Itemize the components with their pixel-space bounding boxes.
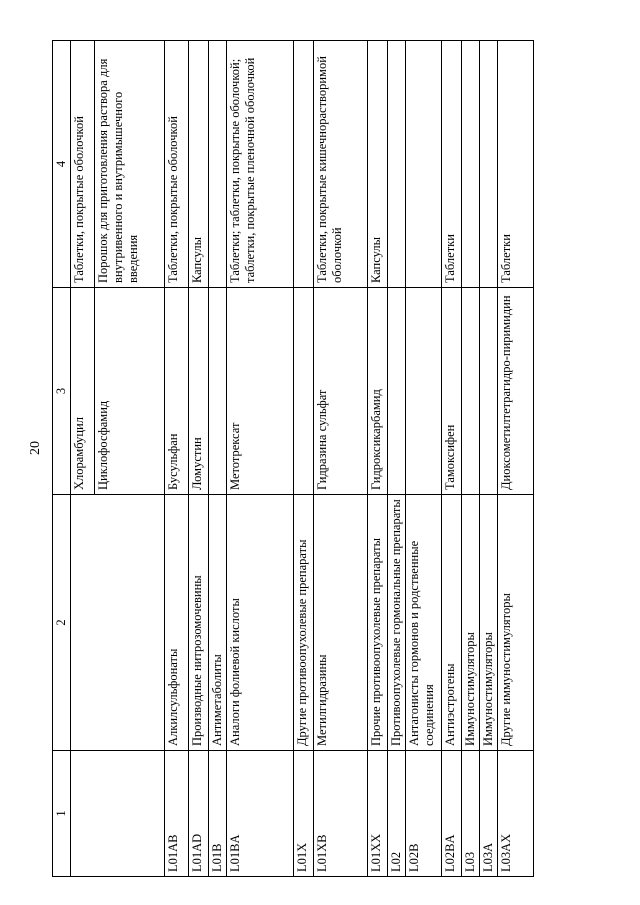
group-name-cell: Прочие противоопухолевые препараты: [368, 495, 388, 751]
drug-name-cell: [406, 288, 442, 495]
drug-name-cell: [480, 288, 498, 495]
dosage-form-cell: Капсулы: [368, 41, 388, 288]
drug-name-cell: Тамоксифен: [442, 288, 462, 495]
atc-code-cell: L03A: [480, 751, 498, 877]
atc-code-cell: L01XB: [314, 751, 368, 877]
dosage-form-cell: Таблетки, покрытые кишечнорастворимой оболочкой: [314, 41, 368, 288]
atc-code-cell: L01AB: [165, 751, 189, 877]
atc-code-cell: L01X: [294, 751, 314, 877]
group-name-cell: Противоопухолевые гормональные препараты: [388, 495, 406, 751]
dosage-form-cell: [406, 41, 442, 288]
table-row: [165, 41, 189, 877]
drug-name-cell: Диоксометилтетрагидро-пиримидин: [498, 288, 534, 495]
drug-name-cell: Гидразина сульфат: [314, 288, 368, 495]
drug-name-cell: Бусульфан: [165, 288, 189, 495]
header-col-2: 2: [53, 495, 71, 751]
atc-code-cell: L02BA: [442, 751, 462, 877]
drug-name-cell: [209, 288, 227, 495]
table-header-row: [53, 41, 71, 877]
drug-name-cell: Ломустин: [189, 288, 209, 495]
rotated-page: [52, 41, 612, 877]
dosage-form-cell: [388, 41, 406, 288]
dosage-form-cell: Порошок для приготовления раствора для внутривенного и внутримышечного введения: [95, 41, 165, 288]
table-row: [462, 41, 480, 877]
table-row: [442, 41, 462, 877]
dosage-form-cell: Таблетки, покрытые оболочкой: [165, 41, 189, 288]
drug-name-cell: Хлорамбуцил: [71, 288, 95, 495]
header-col-4: 4: [53, 41, 71, 288]
table-row: [71, 41, 95, 877]
drug-table: [52, 40, 534, 877]
group-name-cell: Другие противоопухолевые препараты: [294, 495, 314, 751]
dosage-form-cell: [209, 41, 227, 288]
group-name-cell: Метилгидразины: [314, 495, 368, 751]
drug-name-cell: Циклофосфамид: [95, 288, 165, 495]
group-name-cell: Аналоги фолиевой кислоты: [227, 495, 294, 751]
group-name-cell: Антиметаболиты: [209, 495, 227, 751]
atc-code-cell: L03: [462, 751, 480, 877]
table-row: [388, 41, 406, 877]
table-body: [71, 41, 534, 877]
atc-code-cell: L02: [388, 751, 406, 877]
table-row: [480, 41, 498, 877]
atc-code-cell: L01XX: [368, 751, 388, 877]
dosage-form-cell: Таблетки: [498, 41, 534, 288]
table-row: [368, 41, 388, 877]
group-name-cell: [71, 495, 165, 751]
drug-name-cell: [388, 288, 406, 495]
drug-name-cell: [462, 288, 480, 495]
atc-code-cell: L01BA: [227, 751, 294, 877]
atc-code-cell: L03AX: [498, 751, 534, 877]
drug-name-cell: Гидроксикарбамид: [368, 288, 388, 495]
table-row: [189, 41, 209, 877]
atc-code-cell: L01B: [209, 751, 227, 877]
table-row: [314, 41, 368, 877]
page-number: 20: [28, 441, 43, 455]
dosage-form-cell: [462, 41, 480, 288]
group-name-cell: Алкилсульфонаты: [165, 495, 189, 751]
drug-name-cell: [294, 288, 314, 495]
dosage-form-cell: Таблетки: [442, 41, 462, 288]
header-col-3: 3: [53, 288, 71, 495]
table-row: [227, 41, 294, 877]
group-name-cell: Иммуностимуляторы: [462, 495, 480, 751]
header-col-1: 1: [53, 751, 71, 877]
drug-name-cell: Метотрексат: [227, 288, 294, 495]
dosage-form-cell: [294, 41, 314, 288]
dosage-form-cell: Капсулы: [189, 41, 209, 288]
group-name-cell: Антиэстрогены: [442, 495, 462, 751]
table-row: [209, 41, 227, 877]
atc-code-cell: [71, 751, 165, 877]
table-row: [294, 41, 314, 877]
table-row: [498, 41, 534, 877]
group-name-cell: Другие иммуностимуляторы: [498, 495, 534, 751]
dosage-form-cell: Таблетки; таблетки, покрытые оболочкой; таблетки, покрытые пленочной оболочкой: [227, 41, 294, 288]
group-name-cell: Производные нитрозомочевины: [189, 495, 209, 751]
atc-code-cell: L01AD: [189, 751, 209, 877]
group-name-cell: Иммуностимуляторы: [480, 495, 498, 751]
group-name-cell: Антагонисты гормонов и родственные соединения: [406, 495, 442, 751]
atc-code-cell: L02B: [406, 751, 442, 877]
table-row: [406, 41, 442, 877]
dosage-form-cell: Таблетки, покрытые оболочкой: [71, 41, 95, 288]
dosage-form-cell: [480, 41, 498, 288]
